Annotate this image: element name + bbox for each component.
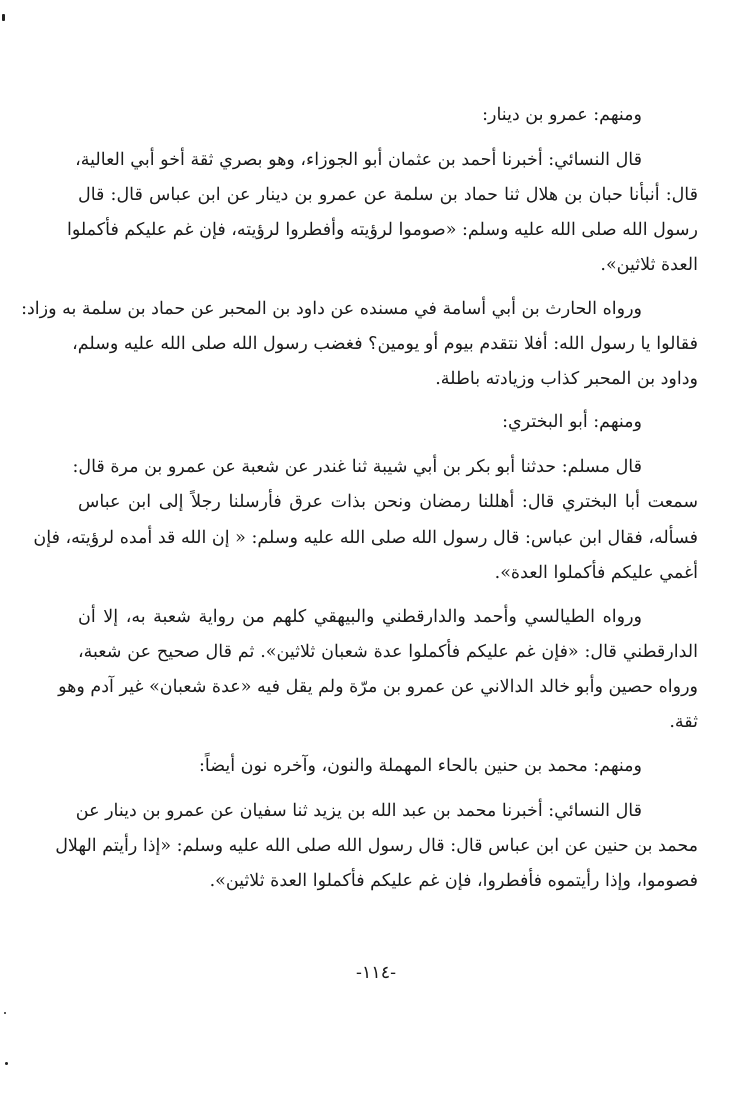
section-heading: ومنهم: محمد بن حنين بالحاء المهملة والنون، وآخره نون أيضاً: — [198, 756, 642, 776]
paragraph-line: أغمي عليكم فأكملوا العدة». — [494, 563, 698, 583]
page-number: -١١٤- — [355, 963, 397, 983]
paragraph-line: سمعت أبا البختري قال: أهللنا رمضان ونحن بذات عرق فأرسلنا رجلاً إلى ابن عباس — [78, 492, 698, 512]
paragraph-line: ورواه الطيالسي وأحمد والدارقطني والبيهقي كلهم من رواية شعبة به، إلا أن — [78, 607, 642, 627]
paragraph-line: قال النسائي: أخبرنا محمد بن عبد الله بن يزيد ثنا سفيان عن عمرو بن دينار عن — [75, 801, 642, 821]
paragraph-line: فسأله، فقال ابن عباس: قال رسول الله صلى الله عليه وسلم: « إن الله قد أمده لرؤيته، فإن — [33, 528, 698, 548]
paragraph-line: قال النسائي: أخبرنا أحمد بن عثمان أبو الجوزاء، وهو بصري ثقة أخو أبي العالية، — [75, 150, 642, 170]
paragraph-line: الدارقطني قال: «فإن غم عليكم فأكملوا عدة شعبان ثلاثين». ثم قال صحيح عن شعبة، — [78, 642, 698, 662]
section-heading: ومنهم: أبو البختري: — [502, 412, 642, 432]
paragraph-line: ورواه حصين وأبو خالد الدالاني عن عمرو بن مرّة ولم يقل فيه «عدة شعبان» غير آدم وهو — [58, 677, 698, 697]
paragraph-line: قال مسلم: حدثنا أبو بكر بن أبي شيبة ثنا غندر عن شعبة عن عمرو بن مرة قال: — [72, 457, 642, 477]
scan-speck — [4, 1012, 6, 1014]
scan-speck — [2, 14, 5, 21]
paragraph-line: قال: أنبأنا حبان بن هلال ثنا حماد بن سلمة عن عمرو بن دينار عن ابن عباس قال: قال — [78, 185, 698, 205]
paragraph-line: رسول الله صلى الله عليه وسلم: «صوموا لرؤيته وأفطروا لرؤيته، فإن غم عليكم فأكملوا — [66, 220, 698, 240]
paragraph-line: فقالوا يا رسول الله: أفلا نتقدم بيوم أو يومين؟ فغضب رسول الله صلى الله عليه وسلم، — [72, 334, 698, 354]
scan-speck — [5, 1062, 8, 1065]
paragraph-line: محمد بن حنين عن ابن عباس قال: قال رسول الله صلى الله عليه وسلم: «إذا رأيتم الهلال — [55, 836, 698, 856]
paragraph-line: فصوموا، وإذا رأيتموه فأفطروا، فإن غم عليكم فأكملوا العدة ثلاثين». — [209, 871, 698, 891]
paragraph-line: ورواه الحارث بن أبي أسامة في مسنده عن داود بن المحبر عن حماد بن سلمة به وزاد: — [21, 299, 642, 319]
section-heading: ومنهم: عمرو بن دينار: — [482, 105, 642, 125]
paragraph-line: العدة ثلاثين». — [600, 255, 698, 275]
paragraph-line: وداود بن المحبر كذاب وزيادته باطلة. — [435, 369, 698, 389]
paragraph-line: ثقة. — [669, 712, 698, 732]
